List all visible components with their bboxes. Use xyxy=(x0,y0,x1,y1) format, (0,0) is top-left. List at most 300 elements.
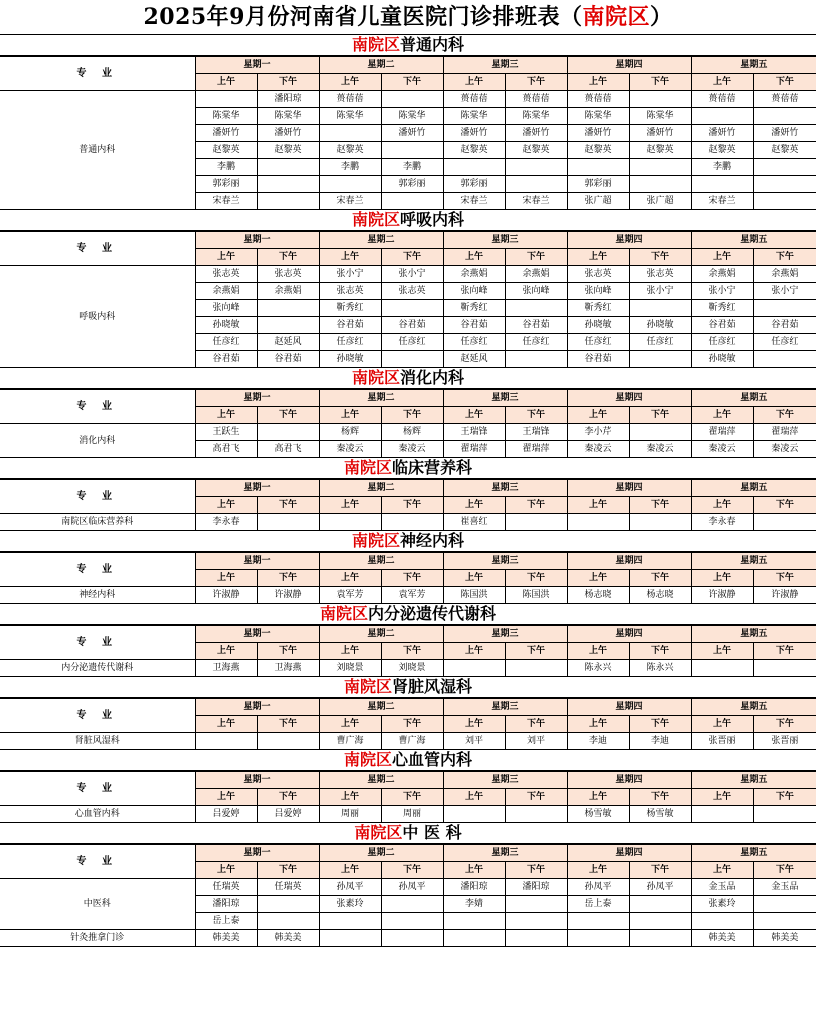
am-header: 上午 xyxy=(443,789,505,806)
pm-header: 下午 xyxy=(257,789,319,806)
am-header: 上午 xyxy=(195,716,257,733)
pm-header: 下午 xyxy=(629,74,691,91)
header-row-days xyxy=(0,57,816,74)
doctor-cell: 李小芹 xyxy=(567,424,629,441)
doctor-cell xyxy=(505,176,567,193)
doctor-cell: 韩美美 xyxy=(195,930,257,947)
doctor-cell: 任彦红 xyxy=(753,334,816,351)
section-name: 心血管内科 xyxy=(392,750,473,769)
schedule-table xyxy=(0,389,816,458)
table-row xyxy=(0,587,816,604)
am-header: 上午 xyxy=(567,249,629,266)
doctor-cell: 郭彩丽 xyxy=(195,176,257,193)
section-campus: 南院区 xyxy=(351,35,400,54)
doctor-cell: 陈棠华 xyxy=(567,108,629,125)
pm-header: 下午 xyxy=(257,407,319,424)
department-cell: 针灸推拿门诊 xyxy=(0,930,195,947)
day-header: 星期三 xyxy=(443,699,567,716)
doctor-cell xyxy=(629,514,691,531)
day-header: 星期三 xyxy=(443,626,567,643)
department-cell: 肾脏风湿科 xyxy=(0,733,195,750)
doctor-cell: 张向峰 xyxy=(567,283,629,300)
doctor-cell: 张向峰 xyxy=(443,283,505,300)
title-close: ） xyxy=(650,4,673,30)
doctor-cell: 谷君茹 xyxy=(443,317,505,334)
doctor-cell xyxy=(257,514,319,531)
doctor-cell xyxy=(319,913,381,930)
header-row-days xyxy=(0,390,816,407)
department-cell: 神经内科 xyxy=(0,587,195,604)
doctor-cell xyxy=(505,660,567,677)
doctor-cell: 任瑞英 xyxy=(257,879,319,896)
department-cell: 普通内科 xyxy=(0,91,195,210)
doctor-cell: 潘妍竹 xyxy=(629,125,691,142)
doctor-cell: 潘阳琼 xyxy=(505,879,567,896)
pm-header: 下午 xyxy=(257,497,319,514)
doctor-cell: 李鹏 xyxy=(691,159,753,176)
doctor-cell: 张志英 xyxy=(381,283,443,300)
doctor-cell: 李迪 xyxy=(629,733,691,750)
doctor-cell: 靳秀红 xyxy=(691,300,753,317)
doctor-cell: 秦凌云 xyxy=(567,441,629,458)
day-header: 星期四 xyxy=(567,57,691,74)
section-title xyxy=(0,368,816,389)
doctor-cell xyxy=(753,913,816,930)
doctor-cell: 杨雪敏 xyxy=(629,806,691,823)
doctor-cell: 孙晓敏 xyxy=(195,317,257,334)
pm-header: 下午 xyxy=(629,789,691,806)
am-header: 上午 xyxy=(691,789,753,806)
doctor-cell xyxy=(381,91,443,108)
doctor-cell xyxy=(257,317,319,334)
pm-header: 下午 xyxy=(505,407,567,424)
am-header: 上午 xyxy=(319,570,381,587)
day-header: 星期三 xyxy=(443,232,567,249)
doctor-cell: 谷君茹 xyxy=(691,317,753,334)
doctor-cell: 金玉品 xyxy=(691,879,753,896)
doctor-cell: 孙晓敏 xyxy=(319,351,381,368)
doctor-cell: 宋春兰 xyxy=(691,193,753,210)
doctor-cell: 陈棠华 xyxy=(319,108,381,125)
day-header: 星期三 xyxy=(443,390,567,407)
doctor-cell xyxy=(629,176,691,193)
doctor-cell: 陈棠华 xyxy=(257,108,319,125)
doctor-cell: 赵延风 xyxy=(443,351,505,368)
schedule-table xyxy=(0,231,816,368)
am-header: 上午 xyxy=(195,643,257,660)
pm-header: 下午 xyxy=(753,570,816,587)
section-campus: 南院区 xyxy=(351,210,400,229)
doctor-cell: 张素玲 xyxy=(319,896,381,913)
section-name: 内分泌遗传代谢科 xyxy=(368,604,497,623)
doctor-cell xyxy=(629,913,691,930)
day-header: 星期五 xyxy=(691,480,816,497)
doctor-cell: 杨辉 xyxy=(319,424,381,441)
doctor-cell: 翟瑞萍 xyxy=(753,424,816,441)
doctor-cell: 潘阳琼 xyxy=(443,879,505,896)
pm-header: 下午 xyxy=(505,789,567,806)
am-header: 上午 xyxy=(691,407,753,424)
doctor-cell xyxy=(629,159,691,176)
day-header: 星期二 xyxy=(319,699,443,716)
doctor-cell: 赵黎英 xyxy=(319,142,381,159)
doctor-cell: 任彦红 xyxy=(319,334,381,351)
day-header: 星期三 xyxy=(443,553,567,570)
title-text: 2025年9月份河南省儿童医院门诊排班表（ xyxy=(143,4,583,30)
pm-header: 下午 xyxy=(381,570,443,587)
section-name: 中 医 科 xyxy=(402,823,462,842)
schedule-section xyxy=(0,750,816,823)
doctor-cell: 潘妍竹 xyxy=(505,125,567,142)
doctor-cell: 张向峰 xyxy=(195,300,257,317)
doctor-cell: 潘妍竹 xyxy=(195,125,257,142)
doctor-cell xyxy=(567,159,629,176)
doctor-cell: 谷君茹 xyxy=(319,317,381,334)
section-title xyxy=(0,35,816,56)
doctor-cell xyxy=(753,193,816,210)
day-header: 星期五 xyxy=(691,232,816,249)
schedule-section xyxy=(0,677,816,750)
doctor-cell: 蒉蓓蓓 xyxy=(443,91,505,108)
doctor-cell: 靳秀红 xyxy=(319,300,381,317)
doctor-cell: 李迪 xyxy=(567,733,629,750)
pm-header: 下午 xyxy=(257,74,319,91)
doctor-cell: 秦凌云 xyxy=(381,441,443,458)
doctor-cell: 刘平 xyxy=(505,733,567,750)
day-header: 星期三 xyxy=(443,480,567,497)
doctor-cell xyxy=(381,193,443,210)
doctor-cell xyxy=(567,913,629,930)
schedule-table xyxy=(0,56,816,210)
doctor-cell: 孙凤平 xyxy=(319,879,381,896)
doctor-cell: 杨辉 xyxy=(381,424,443,441)
doctor-cell: 曹广海 xyxy=(381,733,443,750)
pm-header: 下午 xyxy=(381,789,443,806)
am-header: 上午 xyxy=(443,716,505,733)
doctor-cell: 赵延风 xyxy=(257,334,319,351)
doctor-cell: 周丽 xyxy=(381,806,443,823)
pm-header: 下午 xyxy=(505,716,567,733)
day-header: 星期五 xyxy=(691,845,816,862)
day-header: 星期四 xyxy=(567,390,691,407)
doctor-cell: 李鹏 xyxy=(319,159,381,176)
pm-header: 下午 xyxy=(381,249,443,266)
doctor-cell: 陈棠华 xyxy=(195,108,257,125)
am-header: 上午 xyxy=(443,74,505,91)
table-row xyxy=(0,733,816,750)
pm-header: 下午 xyxy=(753,74,816,91)
specialty-header: 专 业 xyxy=(0,699,195,733)
schedule-section xyxy=(0,823,816,947)
pm-header: 下午 xyxy=(505,497,567,514)
pm-header: 下午 xyxy=(629,643,691,660)
day-header: 星期二 xyxy=(319,480,443,497)
schedule-table xyxy=(0,844,816,947)
doctor-cell: 刘晓景 xyxy=(319,660,381,677)
doctor-cell: 赵黎英 xyxy=(443,142,505,159)
page-title xyxy=(0,0,816,35)
doctor-cell: 张广超 xyxy=(629,193,691,210)
am-header: 上午 xyxy=(195,249,257,266)
am-header: 上午 xyxy=(319,789,381,806)
doctor-cell xyxy=(443,806,505,823)
day-header: 星期一 xyxy=(195,772,319,789)
doctor-cell xyxy=(443,913,505,930)
doctor-cell xyxy=(629,896,691,913)
doctor-cell: 秦凌云 xyxy=(691,441,753,458)
table-row xyxy=(0,879,816,896)
header-row-days xyxy=(0,772,816,789)
doctor-cell: 余燕娟 xyxy=(257,283,319,300)
am-header: 上午 xyxy=(443,643,505,660)
day-header: 星期一 xyxy=(195,480,319,497)
doctor-cell: 孙晓敏 xyxy=(691,351,753,368)
section-campus: 南院区 xyxy=(319,604,368,623)
doctor-cell: 郭彩丽 xyxy=(443,176,505,193)
table-row xyxy=(0,266,816,283)
doctor-cell xyxy=(257,193,319,210)
pm-header: 下午 xyxy=(753,789,816,806)
doctor-cell: 孙凤平 xyxy=(629,879,691,896)
doctor-cell: 蒉蓓蓓 xyxy=(567,91,629,108)
doctor-cell: 余燕娟 xyxy=(443,266,505,283)
am-header: 上午 xyxy=(443,497,505,514)
doctor-cell: 任彦红 xyxy=(443,334,505,351)
doctor-cell: 孙凤平 xyxy=(567,879,629,896)
doctor-cell: 陈国洪 xyxy=(443,587,505,604)
doctor-cell xyxy=(505,896,567,913)
doctor-cell xyxy=(691,913,753,930)
pm-header: 下午 xyxy=(629,249,691,266)
pm-header: 下午 xyxy=(629,497,691,514)
doctor-cell xyxy=(505,913,567,930)
doctor-cell xyxy=(567,930,629,947)
doctor-cell: 任瑞英 xyxy=(195,879,257,896)
doctor-cell xyxy=(381,896,443,913)
department-cell: 心血管内科 xyxy=(0,806,195,823)
doctor-cell: 王瑞锋 xyxy=(505,424,567,441)
doctor-cell: 李婧 xyxy=(443,896,505,913)
doctor-cell: 王跃生 xyxy=(195,424,257,441)
specialty-header: 专 业 xyxy=(0,232,195,266)
doctor-cell: 张小宁 xyxy=(629,283,691,300)
am-header: 上午 xyxy=(319,862,381,879)
section-title xyxy=(0,531,816,552)
doctor-cell: 许淑静 xyxy=(257,587,319,604)
pm-header: 下午 xyxy=(381,74,443,91)
doctor-cell: 王瑞锋 xyxy=(443,424,505,441)
doctor-cell: 许淑静 xyxy=(691,587,753,604)
section-name: 呼吸内科 xyxy=(400,210,465,229)
doctor-cell xyxy=(505,159,567,176)
day-header: 星期四 xyxy=(567,480,691,497)
doctor-cell: 陈棠华 xyxy=(443,108,505,125)
doctor-cell xyxy=(505,930,567,947)
specialty-header: 专 业 xyxy=(0,553,195,587)
doctor-cell xyxy=(319,514,381,531)
table-row xyxy=(0,660,816,677)
doctor-cell: 卫海燕 xyxy=(195,660,257,677)
doctor-cell: 潘妍竹 xyxy=(567,125,629,142)
doctor-cell: 韩美美 xyxy=(257,930,319,947)
doctor-cell: 任彦红 xyxy=(567,334,629,351)
doctor-cell: 周丽 xyxy=(319,806,381,823)
doctor-cell xyxy=(381,514,443,531)
doctor-cell: 潘妍竹 xyxy=(753,125,816,142)
doctor-cell: 金玉品 xyxy=(753,879,816,896)
doctor-cell xyxy=(257,733,319,750)
doctor-cell: 高君飞 xyxy=(257,441,319,458)
doctor-cell: 张向峰 xyxy=(505,283,567,300)
doctor-cell: 张小宁 xyxy=(319,266,381,283)
doctor-cell: 袁军芳 xyxy=(319,587,381,604)
day-header: 星期一 xyxy=(195,553,319,570)
doctor-cell: 赵黎英 xyxy=(629,142,691,159)
am-header: 上午 xyxy=(319,716,381,733)
doctor-cell xyxy=(381,930,443,947)
doctor-cell: 张晋丽 xyxy=(753,733,816,750)
doctor-cell: 赵黎英 xyxy=(567,142,629,159)
specialty-header: 专 业 xyxy=(0,626,195,660)
department-cell: 消化内科 xyxy=(0,424,195,458)
title-campus: 南院区 xyxy=(582,4,651,30)
sections-container xyxy=(0,35,816,947)
am-header: 上午 xyxy=(691,643,753,660)
schedule-table xyxy=(0,552,816,604)
doctor-cell: 谷君茹 xyxy=(567,351,629,368)
pm-header: 下午 xyxy=(753,643,816,660)
day-header: 星期四 xyxy=(567,772,691,789)
doctor-cell: 潘阳琼 xyxy=(195,896,257,913)
pm-header: 下午 xyxy=(381,862,443,879)
day-header: 星期二 xyxy=(319,772,443,789)
doctor-cell xyxy=(753,176,816,193)
schedule-section xyxy=(0,531,816,604)
doctor-cell: 高君飞 xyxy=(195,441,257,458)
doctor-cell xyxy=(443,159,505,176)
doctor-cell: 赵黎英 xyxy=(505,142,567,159)
am-header: 上午 xyxy=(195,74,257,91)
doctor-cell: 蒉蓓蓓 xyxy=(753,91,816,108)
table-row xyxy=(0,806,816,823)
day-header: 星期一 xyxy=(195,699,319,716)
section-campus: 南院区 xyxy=(343,750,392,769)
doctor-cell: 潘妍竹 xyxy=(443,125,505,142)
am-header: 上午 xyxy=(567,407,629,424)
doctor-cell: 张素玲 xyxy=(691,896,753,913)
doctor-cell: 张志英 xyxy=(629,266,691,283)
section-campus: 南院区 xyxy=(354,823,403,842)
department-cell: 呼吸内科 xyxy=(0,266,195,368)
section-title xyxy=(0,823,816,844)
doctor-cell: 刘平 xyxy=(443,733,505,750)
doctor-cell xyxy=(753,806,816,823)
day-header: 星期三 xyxy=(443,772,567,789)
pm-header: 下午 xyxy=(753,407,816,424)
doctor-cell: 陈棠华 xyxy=(381,108,443,125)
header-row-days xyxy=(0,553,816,570)
doctor-cell: 郭彩丽 xyxy=(381,176,443,193)
doctor-cell: 陈棠华 xyxy=(505,108,567,125)
doctor-cell xyxy=(753,896,816,913)
table-row xyxy=(0,424,816,441)
doctor-cell: 余燕娟 xyxy=(753,266,816,283)
am-header: 上午 xyxy=(691,862,753,879)
day-header: 星期一 xyxy=(195,57,319,74)
am-header: 上午 xyxy=(567,862,629,879)
doctor-cell: 潘妍竹 xyxy=(381,125,443,142)
am-header: 上午 xyxy=(319,497,381,514)
doctor-cell: 李鹏 xyxy=(381,159,443,176)
schedule-section xyxy=(0,210,816,368)
doctor-cell xyxy=(443,660,505,677)
header-row-days xyxy=(0,845,816,862)
doctor-cell: 卫海燕 xyxy=(257,660,319,677)
section-title xyxy=(0,604,816,625)
doctor-cell: 任彦红 xyxy=(691,334,753,351)
department-cell: 内分泌遗传代谢科 xyxy=(0,660,195,677)
schedule-section xyxy=(0,604,816,677)
section-name: 临床营养科 xyxy=(392,458,473,477)
doctor-cell xyxy=(195,733,257,750)
section-campus: 南院区 xyxy=(343,677,392,696)
am-header: 上午 xyxy=(691,570,753,587)
am-header: 上午 xyxy=(443,862,505,879)
doctor-cell xyxy=(505,351,567,368)
pm-header: 下午 xyxy=(257,643,319,660)
doctor-cell: 李鹏 xyxy=(195,159,257,176)
am-header: 上午 xyxy=(319,74,381,91)
doctor-cell xyxy=(691,660,753,677)
doctor-cell xyxy=(567,514,629,531)
doctor-cell: 潘阳琼 xyxy=(257,91,319,108)
doctor-cell xyxy=(381,913,443,930)
day-header: 星期一 xyxy=(195,845,319,862)
department-cell: 南院区临床营养科 xyxy=(0,514,195,531)
am-header: 上午 xyxy=(691,249,753,266)
doctor-cell: 岳上泰 xyxy=(195,913,257,930)
doctor-cell xyxy=(753,514,816,531)
table-row xyxy=(0,930,816,947)
doctor-cell: 许淑静 xyxy=(195,587,257,604)
am-header: 上午 xyxy=(443,407,505,424)
schedule-section xyxy=(0,458,816,531)
doctor-cell xyxy=(505,514,567,531)
doctor-cell: 孙晓敏 xyxy=(629,317,691,334)
section-campus: 南院区 xyxy=(351,368,400,387)
header-row-days xyxy=(0,699,816,716)
pm-header: 下午 xyxy=(629,407,691,424)
doctor-cell: 孙凤平 xyxy=(381,879,443,896)
doctor-cell: 秦凌云 xyxy=(319,441,381,458)
am-header: 上午 xyxy=(691,74,753,91)
doctor-cell: 谷君茹 xyxy=(195,351,257,368)
schedule-table xyxy=(0,698,816,750)
am-header: 上午 xyxy=(319,407,381,424)
day-header: 星期四 xyxy=(567,553,691,570)
am-header: 上午 xyxy=(443,570,505,587)
day-header: 星期四 xyxy=(567,845,691,862)
doctor-cell: 张晋丽 xyxy=(691,733,753,750)
doctor-cell: 吕爱婷 xyxy=(257,806,319,823)
day-header: 星期四 xyxy=(567,699,691,716)
doctor-cell: 曹广海 xyxy=(319,733,381,750)
doctor-cell xyxy=(257,176,319,193)
day-header: 星期二 xyxy=(319,553,443,570)
day-header: 星期五 xyxy=(691,57,816,74)
section-campus: 南院区 xyxy=(343,458,392,477)
doctor-cell: 许淑静 xyxy=(753,587,816,604)
